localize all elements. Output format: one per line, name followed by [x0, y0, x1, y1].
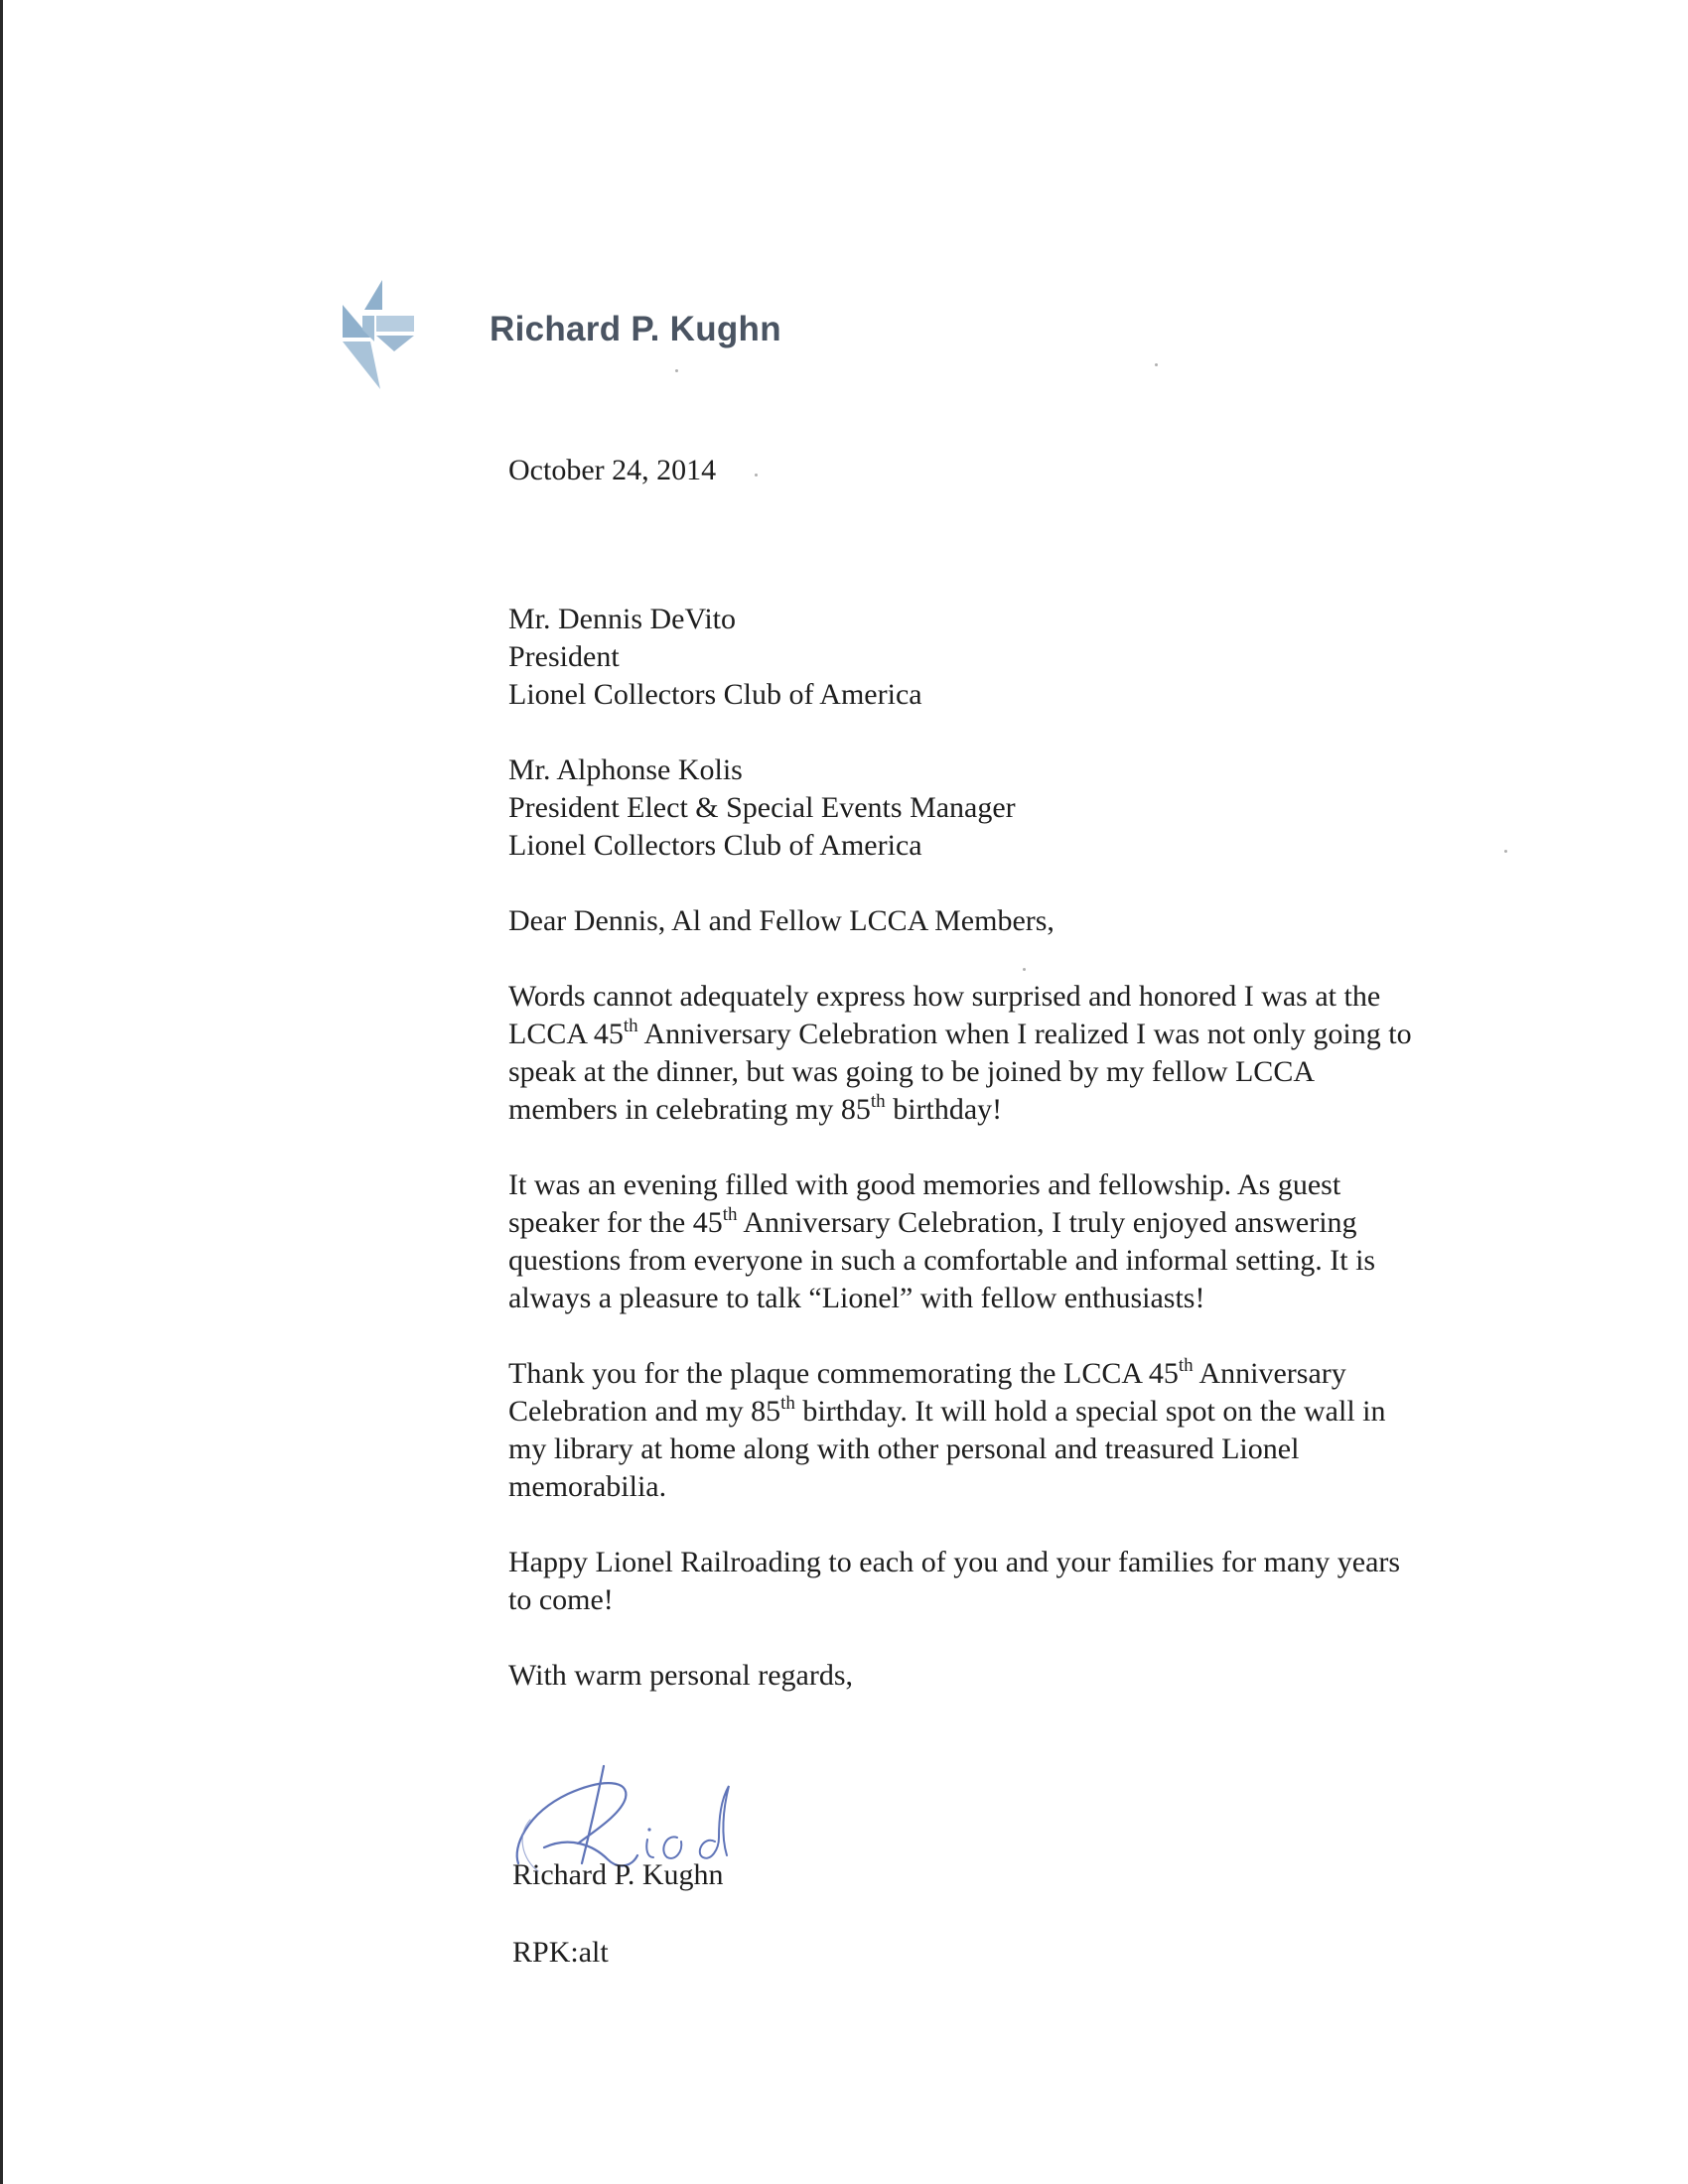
paragraph-text: Thank you for the plaque commemorating the LCCA 45 [508, 1357, 1179, 1390]
recipient-organization: Lionel Collectors Club of America [508, 678, 922, 711]
paragraph-text: Words cannot adequately express how surprised and honored I was at the LCCA 45 [508, 980, 1381, 1050]
ordinal-suffix: th [722, 1204, 738, 1225]
salutation: Dear Dennis, Al and Fellow LCCA Members, [508, 904, 1055, 937]
scan-speck [1023, 968, 1026, 971]
closing: With warm personal regards, [508, 1659, 854, 1692]
paragraph-1 [508, 978, 1422, 1129]
recipient-name: Mr. Alphonse Kolis [508, 753, 743, 786]
page-edge [0, 0, 3, 2184]
paragraph-3 [508, 1355, 1422, 1506]
paragraph-text: It was an evening filled with good memories and fellowship. As guest speaker for the 45 [508, 1168, 1341, 1239]
paragraph-text: Anniversary Celebration when I realized I was not only going to speak at the dinner, but was going to be joined by my fellow LCCA members in celebrating my 85 [508, 1018, 1412, 1126]
scan-speck [675, 369, 678, 372]
ordinal-suffix: th [870, 1091, 886, 1112]
reference-initials: RPK:alt [512, 1936, 609, 1969]
ordinal-suffix: th [623, 1016, 638, 1036]
ordinal-suffix: th [1178, 1355, 1194, 1376]
signer-name: Richard P. Kughn [512, 1858, 724, 1891]
paragraph-text: birthday! [885, 1093, 1003, 1126]
paragraph-text: Anniversary Celebration, I truly enjoyed answering questions from everyone in such a comfortable and informal setting. It is always a pleasure to talk “Lionel” with fellow enthusiasts! [508, 1206, 1376, 1314]
scan-speck [1504, 850, 1507, 853]
kughn-logo-icon [343, 280, 422, 389]
paragraph-text: Anniversary Celebration and my 85 [508, 1357, 1346, 1428]
paragraph-4: Happy Lionel Railroading to each of you and your families for many years to come! [508, 1546, 1401, 1616]
letter-body [508, 452, 1422, 1695]
letterhead [343, 280, 1137, 389]
letter-date: October 24, 2014 [508, 454, 717, 486]
scan-speck [1155, 363, 1158, 366]
letterhead-name: Richard P. Kughn [490, 310, 781, 348]
recipient-title: President [508, 640, 620, 673]
ordinal-suffix: th [780, 1393, 795, 1414]
scan-speck [755, 474, 758, 477]
recipient-name: Mr. Dennis DeVito [508, 603, 737, 635]
recipient-title: President Elect & Special Events Manager [508, 791, 1016, 824]
recipient-block [508, 601, 1422, 714]
paragraph-text: birthday. It will hold a special spot on the wall in my library at home along with other personal and treasured Lionel memorabilia. [508, 1395, 1386, 1503]
paragraph-2 [508, 1166, 1422, 1317]
recipient-block [508, 751, 1422, 865]
recipient-organization: Lionel Collectors Club of America [508, 829, 922, 862]
